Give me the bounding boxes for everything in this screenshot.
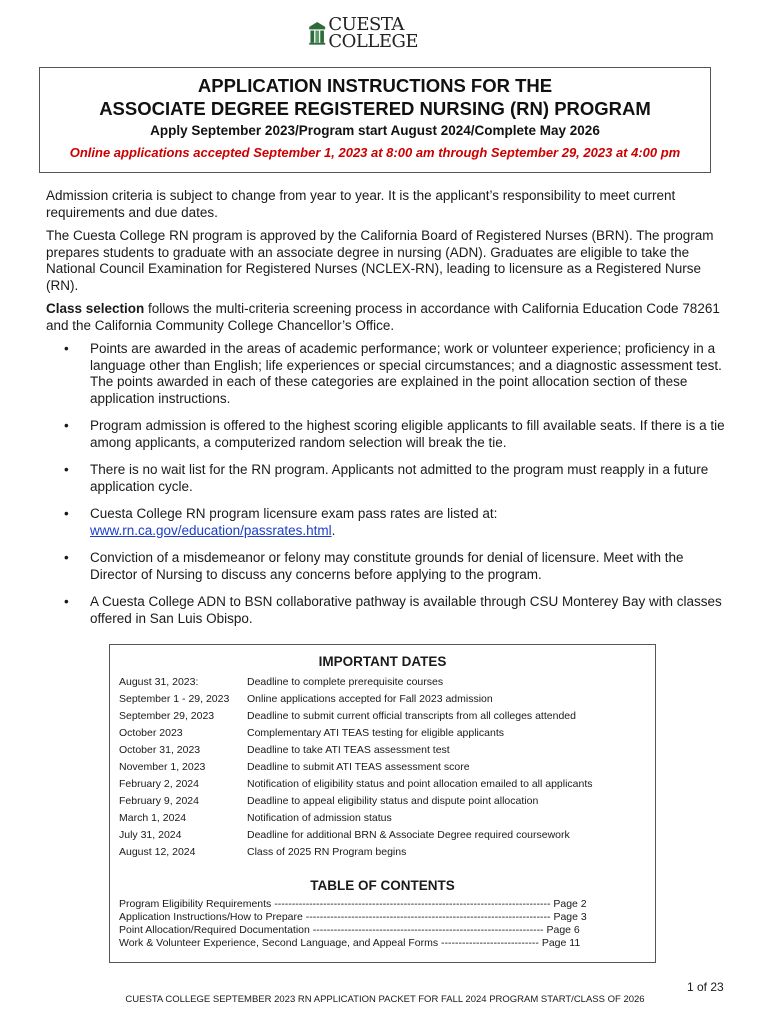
dates-table <box>110 674 655 861</box>
table-row: February 9, 2024 Deadline to appeal eligibility status and dispute point allocation <box>119 795 539 807</box>
toc-entry[interactable]: Program Eligibility Requirements ------------------------------------------------------------------------------- Page 2 <box>119 898 587 910</box>
logo-wordmark: CUESTA COLLEGE <box>328 14 418 52</box>
instructions-body <box>46 188 726 638</box>
table-row: September 29, 2023 Deadline to submit current official transcripts from all colleges attended <box>119 710 576 722</box>
page-number: 1 of 23 <box>687 980 724 994</box>
apply-dates: Apply September 2023/Program start August 2024/Complete May 2026 <box>150 123 600 138</box>
program-approval-paragraph: The Cuesta College RN program is approved by the California Board of Registered Nurses (BRN). The program prepares students to graduate with an associate degree in nursing (ADN). Graduates are eligible to take the National Council Examination for Registered Nurses (NCLEX-RN), leading to licensure as a Registered Nurse (RN). <box>46 228 714 293</box>
title-box <box>39 67 711 173</box>
list-item: • Conviction of a misdemeanor or felony may constitute grounds for denial of licensure. Meet with the Director of Nursing to discuss any concerns before applying to the program. <box>64 550 684 582</box>
table-row: July 31, 2024 Deadline for additional BRN & Associate Degree required coursework <box>119 829 570 841</box>
table-row: November 1, 2023 Deadline to submit ATI TEAS assessment score <box>119 761 470 773</box>
table-row: October 2023 Complementary ATI TEAS testing for eligible applicants <box>119 727 504 739</box>
table-row: August 31, 2023: Deadline to complete prerequisite courses <box>119 676 444 688</box>
pass-rates-link[interactable]: www.rn.ca.gov/education/passrates.html <box>90 522 332 538</box>
table-row: March 1, 2024 Notification of admission status <box>119 812 392 824</box>
cuesta-college-logo <box>308 12 418 54</box>
list-item: • A Cuesta College ADN to BSN collaborative pathway is available through CSU Monterey Bay with classes offered in San Luis Obispo. <box>64 594 722 626</box>
table-row: September 1 - 29, 2023 Online applications accepted for Fall 2023 admission <box>119 693 493 705</box>
class-selection-paragraph: Class selection follows the multi-criteria screening process in accordance with California Education Code 78261 and the California Community College Chancellor’s Office. <box>46 301 720 333</box>
page-footer: CUESTA COLLEGE SEPTEMBER 2023 RN APPLICATION PACKET FOR FALL 2024 PROGRAM START/CLASS OF 2026 <box>125 994 645 1005</box>
document-title: APPLICATION INSTRUCTIONS FOR THE ASSOCIATE DEGREE REGISTERED NURSING (RN) PROGRAM <box>99 75 651 119</box>
toc-entry[interactable]: Work & Volunteer Experience, Second Language, and Appeal Forms ---------------------------- Page 11 <box>119 937 581 949</box>
list-item: • Points are awarded in the areas of academic performance; work or volunteer experience; proficiency in a language other than English; life experiences or special circumstances; and a diagnostic assessment test. The points awarded in each of these categories are explained in the point allocation section of these application instructions. <box>64 341 722 406</box>
table-row: February 2, 2024 Notification of eligibility status and point allocation emailed to all applicants <box>119 778 593 790</box>
important-dates-heading: IMPORTANT DATES <box>318 654 447 669</box>
college-emblem-icon <box>308 13 326 53</box>
toc-entry[interactable]: Application Instructions/How to Prepare ---------------------------------------------------------------------- Page 3 <box>119 911 587 923</box>
table-row: August 12, 2024 Class of 2025 RN Program begins <box>119 846 407 858</box>
list-item: • There is no wait list for the RN program. Applicants not admitted to the program must reapply in a future application cycle. <box>64 462 709 494</box>
list-item: • Cuesta College RN program licensure exam pass rates are listed at: www.rn.ca.gov/education/passrates.html. <box>64 506 498 538</box>
table-of-contents <box>110 898 655 950</box>
admission-criteria-paragraph: Admission criteria is subject to change from year to year. It is the applicant’s responsibility to meet current requirements and due dates. <box>46 188 676 220</box>
criteria-bullet-list <box>46 341 726 627</box>
table-row: October 31, 2023 Deadline to take ATI TEAS assessment test <box>119 744 450 756</box>
toc-entry[interactable]: Point Allocation/Required Documentation ------------------------------------------------------------------ Page 6 <box>119 924 580 936</box>
important-dates-box <box>109 644 656 963</box>
online-application-window: Online applications accepted September 1, 2023 at 8:00 am through September 29, 2023 at 4:00 pm <box>69 145 681 160</box>
list-item: • Program admission is offered to the highest scoring eligible applicants to fill available seats. If there is a tie among applicants, a computerized random selection will break the tie. <box>64 418 725 450</box>
toc-heading: TABLE OF CONTENTS <box>310 878 455 893</box>
